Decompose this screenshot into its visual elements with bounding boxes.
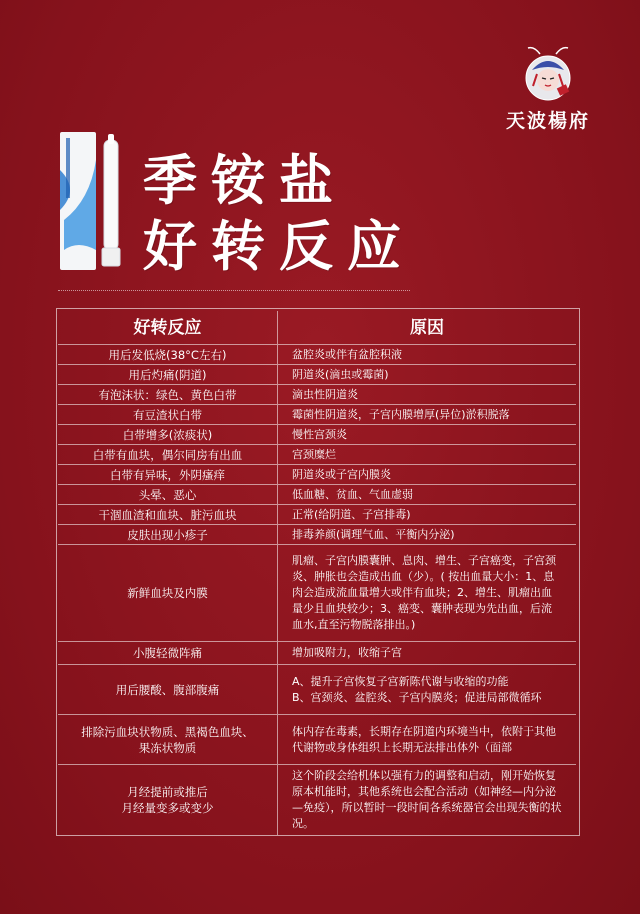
reaction-cell: 白带有血块，偶尔同房有出血 <box>58 445 278 464</box>
table-row <box>58 545 576 642</box>
cause-cell: 这个阶段会给机体以强有力的调整和启动，刚开始恢复原本机能时，其他系统也会配合活动（如神经—内分泌—免疫），所以暂时一段时间各系统器官会出现失衡的状况。 <box>292 769 562 830</box>
brand-name: 天波楊府 <box>505 110 590 132</box>
cause-cell: 滴虫性阴道炎 <box>292 387 358 401</box>
cause-cell: A、提升子宫恢复子宫新陈代谢与收缩的功能 B、宫颈炎、盆腔炎、子宫内膜炎；促进局部微循环 <box>292 674 542 704</box>
table-row <box>58 505 576 525</box>
cause-cell: 增加吸附力，收缩子宫 <box>292 646 402 659</box>
reaction-cell: 有泡沫状：绿色、黄色白带 <box>58 385 278 404</box>
reaction-cell: 用后灼痛(阴道) <box>58 365 278 384</box>
cause-cell: 低血糖、贫血、气血虚弱 <box>292 487 413 501</box>
table-row <box>58 525 576 545</box>
cause-cell: 慢性宫颈炎 <box>292 427 347 441</box>
page-title-line1: 季铵盐 <box>143 148 347 212</box>
table-row <box>58 385 576 405</box>
cause-cell: 阴道炎或子宫内膜炎 <box>292 467 391 481</box>
reaction-cell: 干涸血渣和血块、脏污血块 <box>58 505 278 524</box>
cause-cell: 排毒养颜(调理气血、平衡内分泌) <box>292 527 455 541</box>
reaction-cell: 白带有异味，外阴瘙痒 <box>58 465 278 484</box>
opera-mask-mascot-icon <box>518 44 578 104</box>
table-row <box>58 765 576 835</box>
reaction-cell: 皮肤出现小疹子 <box>58 525 278 544</box>
reaction-cell: 白带增多(浓痰状) <box>58 425 278 444</box>
reaction-table <box>58 311 576 835</box>
cause-cell: 盆腔炎或伴有盆腔积液 <box>292 347 402 361</box>
reaction-cell: 头晕、恶心 <box>58 485 278 504</box>
table-row <box>58 465 576 485</box>
table-row <box>58 715 576 765</box>
header-reaction: 好转反应 <box>58 311 278 344</box>
cause-cell: 阴道炎(滴虫或霉菌) <box>292 367 389 381</box>
reaction-cell: 小腹轻微阵痛 <box>58 642 278 664</box>
reaction-cell: 新鲜血块及内膜 <box>58 545 278 641</box>
reaction-cell: 用后腰酸、腹部腹痛 <box>58 665 278 714</box>
table-row <box>58 425 576 445</box>
reaction-cell: 有豆渣状白带 <box>58 405 278 424</box>
table-row <box>58 445 576 465</box>
brand-logo <box>488 44 608 133</box>
page-title-line2: 好转反应 <box>143 214 415 278</box>
table-row <box>58 345 576 365</box>
cause-cell: 正常(给阴道、子宫排毒) <box>292 507 411 521</box>
table-header-row <box>58 311 576 345</box>
cause-cell: 宫颈糜烂 <box>292 447 336 461</box>
cause-cell: 体内存在毒素，长期存在阴道内环境当中，依附于其他代谢物或身体组织上长期无法排出体外（面部 <box>292 724 556 754</box>
dotted-divider <box>58 290 410 291</box>
header-cause: 原因 <box>410 317 444 338</box>
test-tube-product-icon <box>60 130 128 272</box>
reaction-cell: 月经提前或推后 月经量变多或变少 <box>58 765 278 835</box>
table-row <box>58 365 576 385</box>
reaction-cell: 排除污血块状物质、黑褐色血块、 果冻状物质 <box>58 715 278 764</box>
reaction-cell: 用后发低烧(38°C左右) <box>58 345 278 364</box>
cause-cell: 霉菌性阴道炎，子宫内膜增厚(异位)淤积脱落 <box>292 407 510 421</box>
table-row <box>58 485 576 505</box>
table-row <box>58 642 576 665</box>
cause-cell: 肌瘤、子宫内膜囊肿、息肉、增生、子宫癌变，子宫颈炎、肿胀也会造成出血（少）。( 按出血量大小：1、息肉会造成流血量增大或伴有血块；2、增生、肌瘤出血量少且血块较少；3、癌变、囊肿表现为先出血，后流血水,直至污物脱落排出。) <box>292 554 556 631</box>
table-row <box>58 665 576 715</box>
table-row <box>58 405 576 425</box>
